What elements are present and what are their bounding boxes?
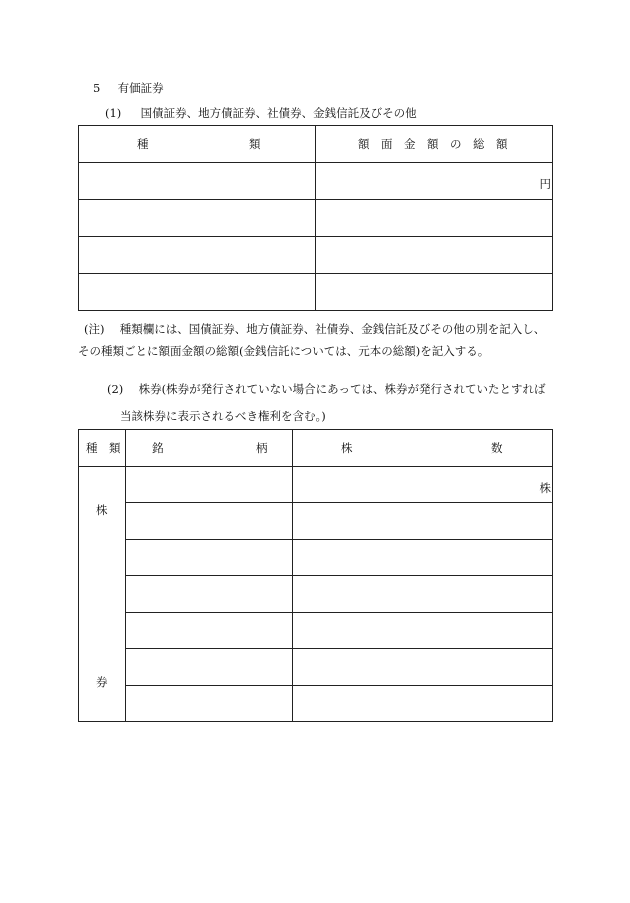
shares-cell[interactable] (293, 503, 553, 540)
shares-cell[interactable] (293, 576, 553, 613)
kind-header (79, 126, 316, 163)
note-line-1 (84, 321, 545, 337)
kind-cell[interactable] (79, 237, 316, 274)
table-row (79, 163, 553, 200)
part2-heading (107, 381, 545, 397)
stock-header-row (79, 430, 553, 467)
brand-cell[interactable] (126, 649, 293, 686)
brand-header-char-1: 銘 (152, 440, 164, 455)
section-title (93, 80, 164, 96)
brand-cell[interactable] (126, 576, 293, 613)
amount-cell[interactable] (316, 274, 553, 311)
note-text-1: 種類欄には、国債証券、地方債証券、社債券、金銭信託及びその他の別を記入し、 (119, 322, 546, 336)
table-row (79, 274, 553, 311)
shares-cell[interactable] (293, 685, 553, 722)
stock-kind-header-label: 種 類 (86, 440, 121, 455)
shares-header-char-2: 数 (491, 440, 503, 455)
amount-cell[interactable] (316, 237, 553, 274)
shares-cell[interactable] (293, 466, 553, 503)
kind-cell[interactable] (79, 200, 316, 237)
table-row (79, 612, 553, 649)
shares-cell[interactable] (293, 612, 553, 649)
kind-cell[interactable] (79, 274, 316, 311)
table-row (79, 200, 553, 237)
stock-table (78, 429, 553, 722)
part2-title-line-1: 株券(株券が発行されていない場合にあっては、株券が発行されていたとすれば (138, 382, 546, 396)
table-row (79, 466, 553, 503)
shares-unit: 株 (539, 480, 551, 495)
part1-number: (1) (105, 106, 122, 120)
securities-header-row (79, 126, 553, 163)
stock-kind-char-1: 株 (96, 502, 108, 517)
brand-header-char-2: 柄 (256, 440, 268, 455)
brand-cell[interactable] (126, 612, 293, 649)
shares-header (293, 430, 553, 467)
stock-kind-cell (79, 466, 126, 722)
amount-cell[interactable] (316, 163, 553, 200)
shares-cell[interactable] (293, 539, 553, 576)
table-row (79, 237, 553, 274)
kind-cell[interactable] (79, 163, 316, 200)
securities-table (78, 125, 553, 311)
note-line-2: その種類ごとに額面金額の総額(金銭信託については、元本の総額)を記入する。 (78, 344, 490, 358)
part1-title: 国債証券、地方債証券、社債券、金銭信託及びその他 (140, 106, 417, 120)
section-number: 5 (93, 81, 101, 95)
part1-heading (105, 105, 417, 121)
section-title-text: 有価証券 (117, 81, 164, 95)
stock-kind-header (79, 430, 126, 467)
kind-header-char-1: 種 (137, 137, 149, 151)
total-header (316, 126, 553, 163)
brand-cell[interactable] (126, 466, 293, 503)
brand-cell[interactable] (126, 503, 293, 540)
shares-cell[interactable] (293, 649, 553, 686)
total-header-label: 額 面 金 額 の 総 額 (358, 137, 508, 151)
table-row (79, 503, 553, 540)
brand-cell[interactable] (126, 539, 293, 576)
note-label: (注) (84, 322, 105, 336)
table-row (79, 539, 553, 576)
table-row (79, 576, 553, 613)
table-row (79, 685, 553, 722)
part2-title-line-2: 当該株券に表示されるべき権利を含む。) (120, 409, 326, 423)
brand-cell[interactable] (126, 685, 293, 722)
amount-cell[interactable] (316, 200, 553, 237)
part2-number: (2) (107, 382, 124, 396)
yen-unit: 円 (539, 177, 551, 191)
shares-header-char-1: 株 (341, 440, 353, 455)
kind-header-char-2: 類 (249, 137, 261, 151)
table-row (79, 649, 553, 686)
stock-kind-char-2: 券 (96, 674, 108, 689)
brand-header (126, 430, 293, 467)
